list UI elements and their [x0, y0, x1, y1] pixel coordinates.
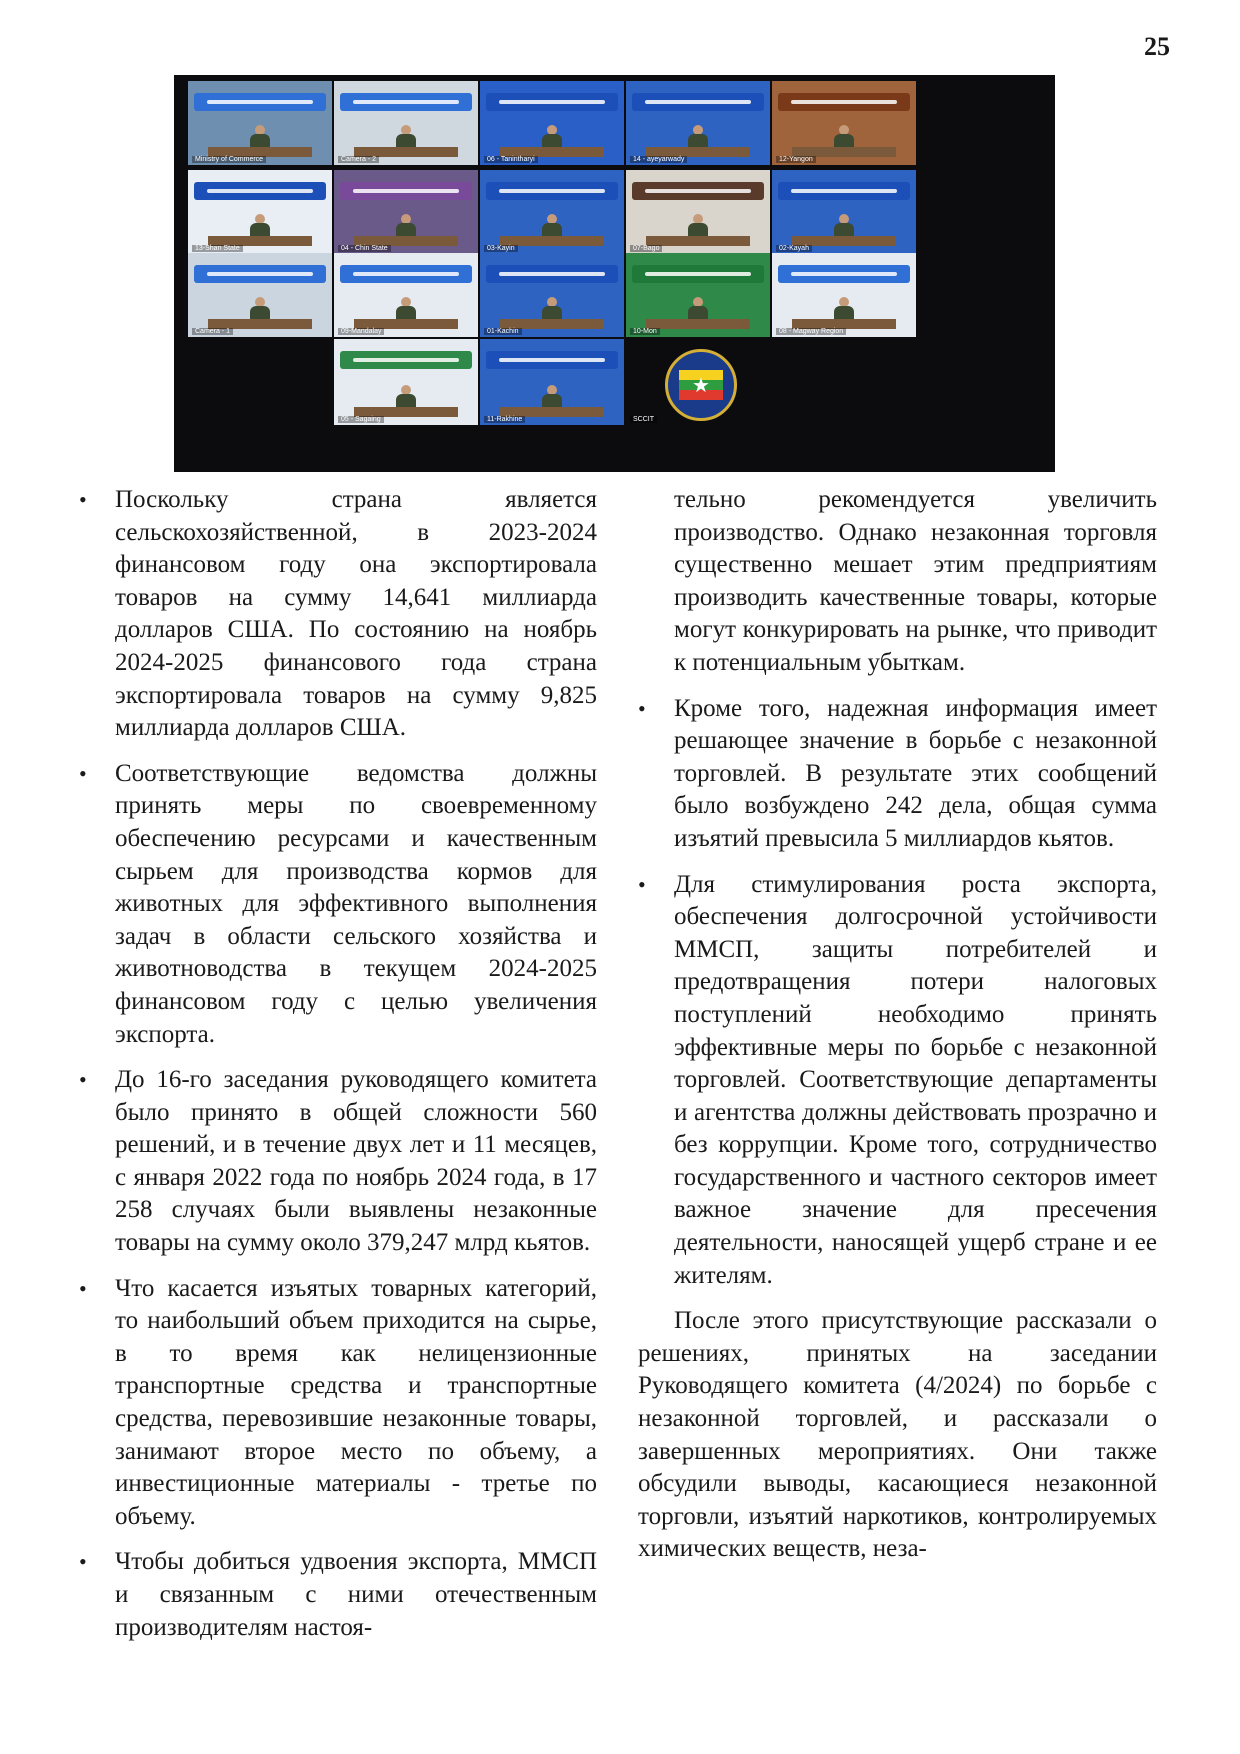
tile-label: 09-Mandalay — [338, 328, 384, 335]
tile-label: Camera - 1 — [192, 328, 233, 335]
tile-banner — [340, 351, 472, 369]
tile-banner — [194, 182, 326, 200]
conference-tile — [334, 253, 478, 337]
tile-label: 10-Mon — [630, 328, 660, 335]
tile-banner — [194, 265, 326, 283]
tile-banner — [340, 265, 472, 283]
left-bullet-list — [79, 484, 597, 1644]
list-item-text: Кроме того, надежная информация имеет решающее значение в борьбе с незаконной торговлей. В результате этих сообщений было возбуждено 242 дела, общая сумма изъятий превысила 5 миллиардов кьятов. — [674, 694, 1157, 852]
tile-label: Camera - 2 — [338, 156, 379, 163]
tile-label: 03-Kayin — [484, 245, 518, 252]
list-item-text: Поскольку страна является сельскохозяйственной, в 2023-2024 финансовом году она экспортировала товаров на сумму 14,641 миллиарда долларов США. По состоянию на ноябрь 2024-2025 финансового года страна экспортировала товаров на сумму 9,825 миллиарда долларов США. — [115, 486, 597, 742]
right-bullet-list — [638, 693, 1157, 1293]
conference-tile — [626, 170, 770, 254]
conference-tile — [188, 170, 332, 254]
list-item-text: Для стимулирования роста экспорта, обеспечения долгосрочной устойчивости ММСП, защиты потребителей и предотвращения потери налоговых поступлений необходимо принять эффективные меры по борьбе с незаконной торговлей. Соответствующие департаменты и агентства должны действовать прозрачно и без коррупции. Кроме того, сотрудничество государственного и частного секторов имеет важное значение для пресечения деятельности, наносящей ущерб стране и ее жителям. — [674, 870, 1157, 1289]
tile-label: 11-Rakhine — [484, 416, 525, 423]
tile-banner — [340, 93, 472, 111]
conference-tile — [626, 81, 770, 165]
person-icon — [250, 297, 270, 321]
conference-tile — [480, 253, 624, 337]
tile-banner — [778, 182, 910, 200]
person-icon — [542, 385, 562, 409]
conference-tile — [188, 253, 332, 337]
list-item-text: До 16-го заседания руководящего комитета было принято в общей сложности 560 решений, и в течение двух лет и 11 месяцев, с января 2022 года по ноябрь 2024 года, в 17 258 случаях были выявлены незаконные товары на сумму около 379,247 млрд кьятов. — [115, 1066, 597, 1257]
tile-banner — [194, 93, 326, 111]
conference-tile — [480, 339, 624, 425]
conference-tile — [772, 81, 916, 165]
person-icon — [688, 125, 708, 149]
tile-label: Ministry of Commerce — [192, 156, 266, 163]
bullet-icon: • — [79, 487, 87, 512]
person-icon — [396, 125, 416, 149]
person-icon — [396, 385, 416, 409]
continuation-text: тельно рекомендуется увеличить производство. Однако незаконная торговля существенно мешает этим предприятиям производить качественные товары, которые могут конкурировать на рынке, что приводит к потенциальным убыткам. — [674, 486, 1157, 676]
person-icon — [834, 297, 854, 321]
conference-tile — [334, 81, 478, 165]
person-icon — [688, 297, 708, 321]
tile-banner — [778, 93, 910, 111]
list-item — [638, 693, 1157, 856]
bullet-icon: • — [79, 1067, 87, 1093]
person-icon — [834, 214, 854, 238]
conference-tile — [480, 81, 624, 165]
tile-banner — [632, 265, 764, 283]
tile-banner — [486, 182, 618, 200]
bullet-icon: • — [638, 871, 646, 897]
bullet-icon: • — [79, 760, 87, 786]
star-icon: ★ — [679, 370, 723, 400]
person-icon — [542, 125, 562, 149]
conference-tile — [334, 339, 478, 425]
tile-label: 02-Kayah — [776, 245, 812, 252]
page-number: 25 — [1144, 32, 1170, 61]
conference-tile — [188, 81, 332, 165]
tile-banner — [632, 93, 764, 111]
tile-banner — [486, 93, 618, 111]
conference-tile — [480, 170, 624, 254]
video-conference-photo — [174, 75, 1055, 472]
tile-label: 12-Yangon — [776, 156, 816, 163]
bullet-icon: • — [79, 1549, 87, 1575]
conference-tile — [772, 170, 916, 254]
list-item-text: Соответствующие ведомства должны принять меры по своевременному обеспечению ресурсами и качественным сырьем для производства кормов для животных для эффективного выполнения задач в области сельского хозяйства и животноводства в текущем 2024-2025 финансовом году с целью увеличения экспорта. — [115, 759, 597, 1048]
tile-banner — [486, 351, 618, 369]
list-item — [79, 1064, 597, 1260]
conference-tile — [626, 339, 770, 425]
tile-banner — [632, 182, 764, 200]
person-icon — [542, 297, 562, 321]
tile-label: 01-Kachin — [484, 328, 522, 335]
tile-label: 13-Shan State — [192, 245, 243, 252]
list-item-text: Чтобы добиться удвоения экспорта, ММСП и связанным с ними отечественным производителям настоя- — [115, 1548, 597, 1641]
tile-banner — [340, 182, 472, 200]
tile-label: 08 - Magway Region — [776, 328, 846, 335]
person-icon — [250, 214, 270, 238]
list-item — [79, 758, 597, 1051]
person-icon — [834, 125, 854, 149]
bullet-icon: • — [638, 695, 646, 721]
tile-label: SCCIT — [630, 416, 657, 423]
conference-tile — [626, 253, 770, 337]
bullet-icon: • — [79, 1275, 87, 1301]
tile-label: 04 - Chin State — [338, 245, 391, 252]
conference-tile — [334, 170, 478, 254]
person-icon — [396, 214, 416, 238]
right-column — [638, 484, 1157, 1566]
person-icon — [250, 125, 270, 149]
list-item — [638, 869, 1157, 1293]
tile-banner — [486, 265, 618, 283]
myanmar-flag-emblem-icon — [665, 349, 737, 421]
person-icon — [688, 214, 708, 238]
list-item — [79, 484, 597, 745]
list-item — [79, 1273, 597, 1534]
person-icon — [542, 214, 562, 238]
left-column — [79, 484, 597, 1657]
closing-paragraph: После этого присутствующие рассказали о решениях, принятых на заседании Руководящего комитета (4/2024) по борьбе с незаконной торговлей, и рассказали о завершенных мероприятиях. Они также обсудили выводы, касающиеся незаконной торговли, изъятий наркотиков, контролируемых химических веществ, неза- — [638, 1307, 1157, 1563]
tile-banner — [778, 265, 910, 283]
conference-tile — [772, 253, 916, 337]
tile-label: 14 - ayeyarwady — [630, 156, 687, 163]
tile-label: 07-Bago — [630, 245, 662, 252]
tile-label: 06 - Tanintharyi — [484, 156, 538, 163]
tile-label: 05 - Sagaing — [338, 416, 384, 423]
list-item-text: Что касается изъятых товарных категорий, то наибольший объем приходится на сырье, в то время как нелицензионные транспортные средства и транспортные средства, перевозившие незаконные товары, занимают второе место по объему, а инвестиционные материалы - третье по объему. — [115, 1274, 597, 1530]
desk — [646, 319, 750, 329]
person-icon — [396, 297, 416, 321]
list-item — [79, 1546, 597, 1644]
